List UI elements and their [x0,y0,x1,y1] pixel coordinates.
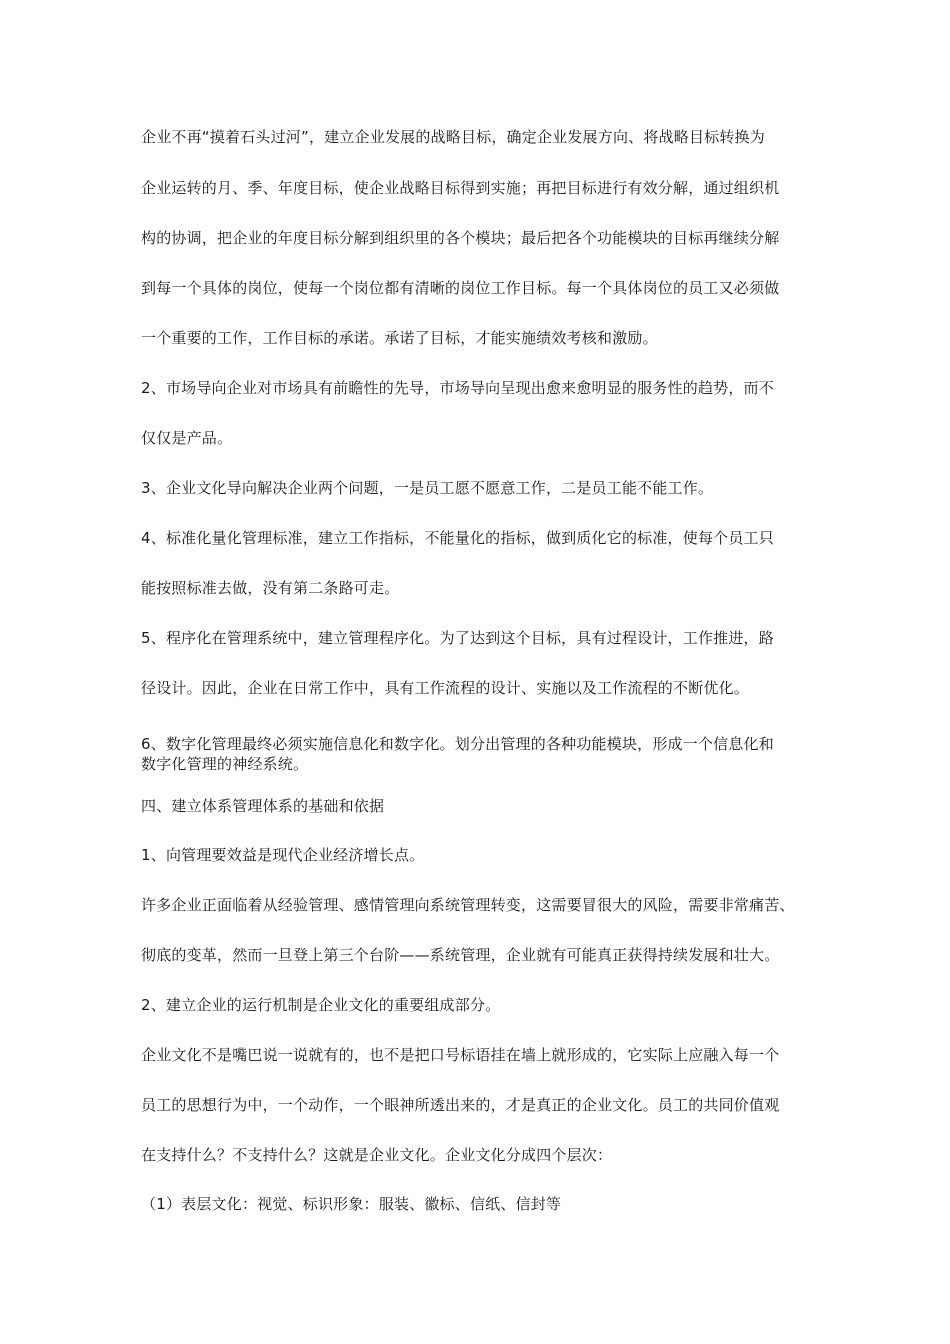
list-item: 1、向管理要效益是现代企业经济增长点。 [141,846,425,864]
text-line: 在支持什么？不支持什么？这就是企业文化。企业文化分成四个层次： [141,1146,613,1164]
text-line: 企业运转的月、季、年度目标，使企业战略目标得到实施；再把目标进行有效分解，通过组织机 [141,179,780,197]
list-item: 6、数字化管理最终必须实施信息化和数字化。划分出管理的各种功能模块，形成一个信息化和 [141,735,774,753]
text-line: 企业不再“摸着石头过河”，建立企业发展的战略目标，确定企业发展方向、将战略目标转换为 [141,128,765,146]
list-item: （1）表层文化：视觉、标识形象：服装、徽标、信纸、信封等 [141,1195,562,1213]
text-line: 一个重要的工作，工作目标的承诺。承诺了目标，才能实施绩效考核和激励。 [141,329,658,347]
text-line: 企业文化不是嘴巴说一说就有的，也不是把口号标语挂在墙上就形成的，它实际上应融入每一个 [141,1046,780,1064]
list-item: 4、标准化量化管理标准，建立工作指标，不能量化的指标，做到质化它的标准，使每个员工只 [141,529,774,547]
list-item: 5、程序化在管理系统中，建立管理程序化。为了达到这个目标，具有过程设计，工作推进，路 [141,629,774,647]
text-line: 许多企业正面临着从经验管理、感情管理向系统管理转变，这需要冒很大的风险，需要非常痛苦、 [141,896,795,914]
text-line: 径设计。因此，企业在日常工作中，具有工作流程的设计、实施以及工作流程的不断优化。 [141,679,750,697]
text-line: 能按照标准去做，没有第二条路可走。 [141,579,400,597]
text-line: 到每一个具体的岗位，使每一个岗位都有清晰的岗位工作目标。每一个具体岗位的员工又必须做 [141,279,780,297]
text-line: 构的协调，把企业的年度目标分解到组织里的各个模块；最后把各个功能模块的目标再继续分解 [141,229,780,247]
text-line: 仅仅是产品。 [141,429,233,447]
text-line: 数字化管理的神经系统。 [141,755,309,773]
text-line: 彻底的变革，然而一旦登上第三个台阶——系统管理，企业就有可能真正获得持续发展和壮大。 [141,946,780,964]
list-item: 3、企业文化导向解决企业两个问题，一是员工愿不愿意工作，二是员工能不能工作。 [141,479,714,497]
text-line: 员工的思想行为中，一个动作，一个眼神所透出来的，才是真正的企业文化。员工的共同价值观 [141,1096,780,1114]
section-heading: 四、建立体系管理体系的基础和依据 [141,797,385,815]
list-item: 2、市场导向企业对市场具有前瞻性的先导，市场导向呈现出愈来愈明显的服务性的趋势，而不 [141,379,774,397]
list-item: 2、建立企业的运行机制是企业文化的重要组成部分。 [141,996,501,1014]
